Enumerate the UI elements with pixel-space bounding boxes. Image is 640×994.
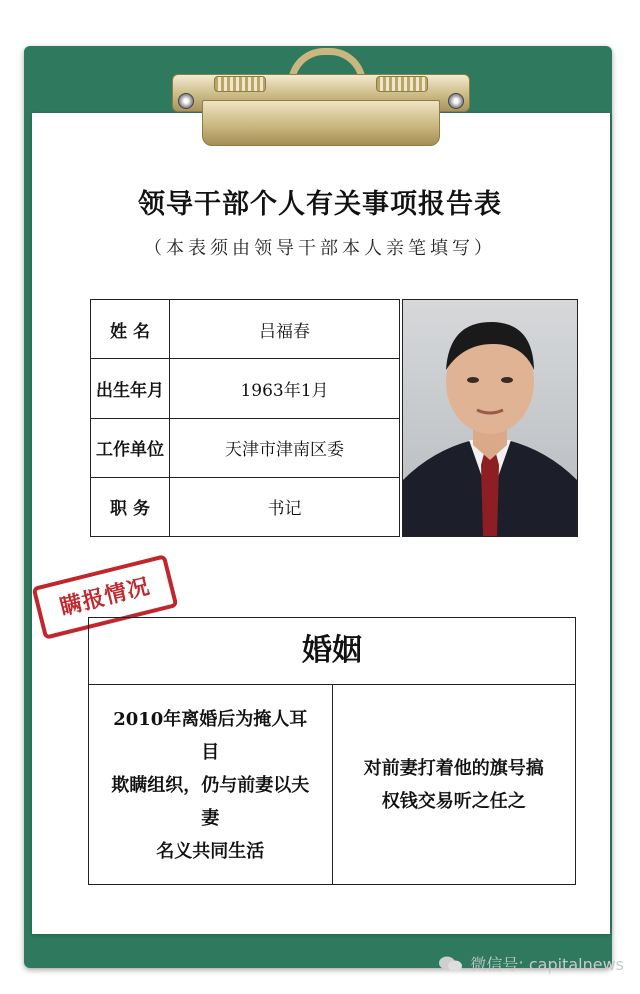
watermark-text: 微信号: capitalnews [470,955,624,974]
info-table [90,299,400,537]
table-row [91,359,400,418]
concealment-stamp: 瞒报情况 [32,554,179,640]
name-label: 姓 名 [91,300,170,359]
birth-value: 1963年1月 [170,359,400,418]
position-value: 书记 [170,477,400,536]
table-row [91,477,400,536]
position-label: 职 务 [91,477,170,536]
rivet-left-icon [178,93,194,109]
portrait-photo [402,299,578,537]
table-row [91,300,400,359]
form-subtitle: （本表须由领导干部本人亲笔填写） [144,238,496,259]
marriage-heading: 婚姻 [89,618,575,685]
workplace-value: 天津市津南区委 [170,418,400,477]
clip-spring-right [376,76,428,92]
workplace-label: 工作单位 [91,418,170,477]
birth-label: 出生年月 [91,359,170,418]
marriage-right-text: 对前妻打着他的旗号搞 权钱交易听之任之 [363,758,544,812]
wechat-icon [438,955,464,973]
watermark [438,952,624,975]
clip-body [202,100,440,146]
portrait-illustration [403,300,577,536]
marriage-left-text: 2010年离婚后为掩人耳目 欺瞒组织，仍与前妻以夫妻 名义共同生活 [89,685,333,885]
name-value: 吕福春 [170,300,400,359]
form-title: 领导干部个人有关事项报告表 [138,189,502,220]
clip-spring-left [214,76,266,92]
rivet-right-icon [448,93,464,109]
marriage-section [88,617,576,885]
table-row [91,418,400,477]
